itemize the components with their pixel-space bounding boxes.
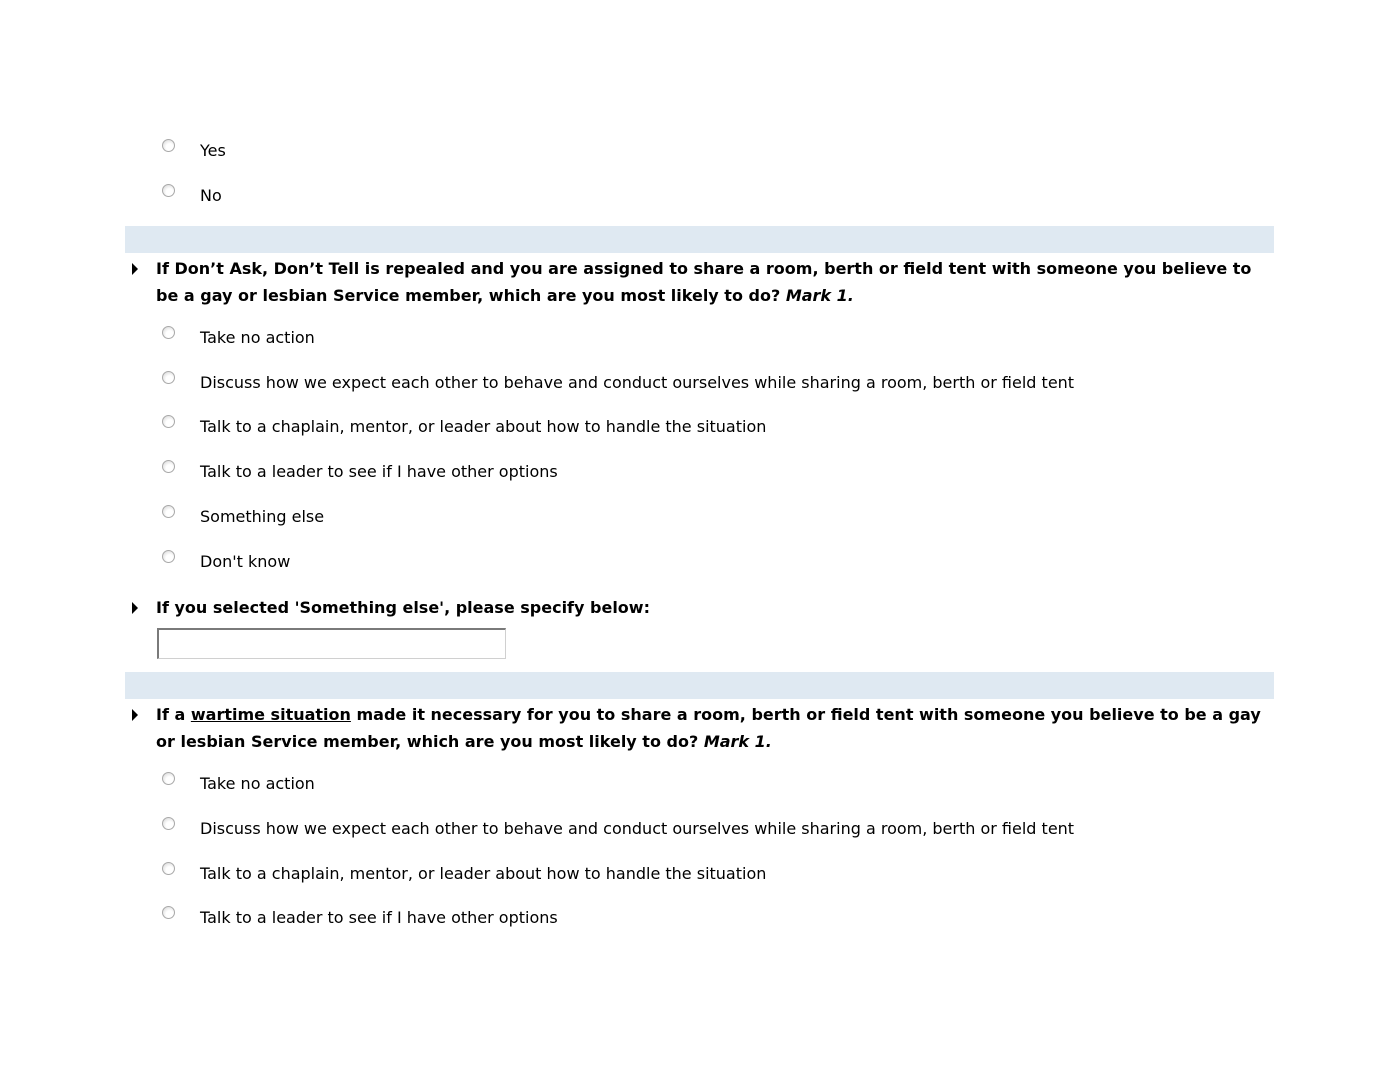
q1-option[interactable] [162,460,558,484]
specify-text-input[interactable] [157,628,506,659]
q2-option[interactable] [162,772,315,796]
question-2-text: If a wartime situation made it necessary for you to share a room, berth or field tent with someone you believe to be a gay or lesbian Service member, which are you most likely to do? Mark 1. [156,705,1261,751]
option-label: Talk to a leader to see if I have other options [200,908,558,927]
option-label: Discuss how we expect each other to behave and conduct ourselves while sharing a room, berth or field tent [200,373,1075,392]
option-label: Something else [200,507,325,526]
radio-button[interactable] [162,772,175,785]
q1-option[interactable] [162,550,290,574]
radio-button[interactable] [162,906,175,919]
radio-button[interactable] [162,817,175,830]
q2-option[interactable] [162,862,766,886]
option-label: Take no action [200,774,315,793]
q0-option-yes[interactable] [162,139,226,163]
radio-button[interactable] [162,139,175,152]
question-2 [132,701,1272,755]
triangle-bullet-icon [132,263,138,275]
q0-option-no[interactable] [162,184,222,208]
specify-prompt [132,594,1272,621]
option-label: Don't know [200,552,291,571]
option-label: Yes [200,141,226,160]
option-label: No [200,186,222,205]
section-separator [125,226,1274,253]
radio-button[interactable] [162,371,175,384]
triangle-bullet-icon [132,709,138,721]
triangle-bullet-icon [132,602,138,614]
option-label: Talk to a chaplain, mentor, or leader about how to handle the situation [200,417,767,436]
section-separator [125,672,1274,699]
radio-button[interactable] [162,460,175,473]
q2-option[interactable] [162,817,1074,841]
q1-option[interactable] [162,371,1074,395]
radio-button[interactable] [162,505,175,518]
radio-button[interactable] [162,184,175,197]
radio-button[interactable] [162,415,175,428]
radio-button[interactable] [162,326,175,339]
q1-option[interactable] [162,326,315,350]
option-label: Take no action [200,328,315,347]
option-label: Talk to a chaplain, mentor, or leader about how to handle the situation [200,864,767,883]
question-1 [132,255,1272,309]
q1-option[interactable] [162,505,324,529]
q1-option[interactable] [162,415,766,439]
radio-button[interactable] [162,862,175,875]
option-label: Talk to a leader to see if I have other options [200,462,558,481]
question-1-text: If Don’t Ask, Don’t Tell is repealed and you are assigned to share a room, berth or field tent with someone you believe to be a gay or lesbian Service member, which are you most likely to do? Mark 1. [156,259,1252,305]
option-label: Discuss how we expect each other to behave and conduct ourselves while sharing a room, berth or field tent [200,819,1075,838]
q2-option[interactable] [162,906,558,930]
radio-button[interactable] [162,550,175,563]
specify-prompt-text: If you selected 'Something else', please specify below: [156,598,650,617]
